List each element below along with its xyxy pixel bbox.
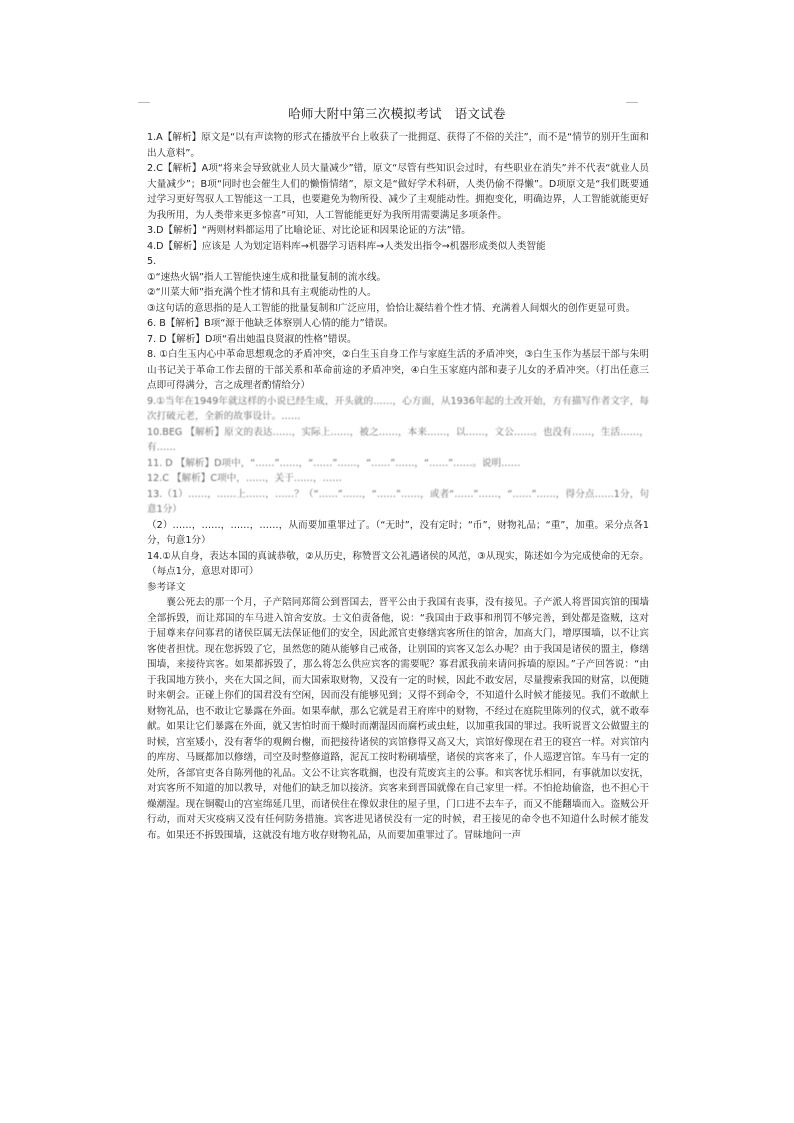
answer-7: 7. D【解析】D项“看出她温良贤淑的性格”错误。 — [147, 333, 357, 345]
corner-mark-right — [626, 102, 638, 103]
answer-8: 8. ①白生玉内心中革命思想观念的矛盾冲突，②白生玉自身工作与家庭生活的矛盾冲突，③白生玉作为基层干部与朱明山书记关于革命工作去留的干部关系和革命前途的矛盾冲突，④白生玉家庭内部和妻子儿女的矛盾冲突。（打出任意三点即可得满分，言之成理者酌情给分） — [147, 349, 649, 391]
answer-10: 10.BEG 【解析】原文的表达……，实际上……，被之……，本来……，以……，文公……。也没有……，生活……，有…… — [147, 426, 649, 453]
answer-6: 6. B【解析】B项“源于他缺乏体察别人心情的能力”错误。 — [147, 318, 394, 329]
answer-5: 5. — [147, 256, 157, 267]
answer-9: 9.①当年在1949年就这样的小说已经生成，开头就的……，心方面，从1936年起的土改开始，方有描写作者文字，每次打破元老，全新的故事设计。…… — [147, 395, 649, 422]
answer-2: 2.C【解析】A项“将来会导致就业人员大量减少”错，原文“尽管有些知识会过时，有些职业在消失”并不代表“就业人员大量减少”；B项“同时也会催生人们的懒惰情绪”，原文是“做好学术科研，人类仍偷不得懒”。D项原文是“我们既要通过学习更好驾驭人工智能这一工具，也要避免为物所役、减少了主观能动性。拥抱变化，明确边界，人工智能就能更好为我所用，为人类带来更多惊喜”可知，人工智能能更好为我所用需要满足多项条件。 — [147, 163, 649, 221]
answer-5-point-1: ①“速热火锅”指人工智能快速生成和批量复制的流水线。 — [147, 271, 387, 283]
page-title: 哈师大附中第三次模拟考试 语文试卷 — [288, 106, 506, 121]
translation-title: 参考译文 — [147, 581, 186, 593]
answer-14: 14.①从自身，表达本国的真诚恭敬，②从历史，称赞晋文公礼遇诸侯的风范，③从现实，陈述如今为完成使命的无奈。（每点1分，意思对即可） — [147, 550, 649, 577]
answer-1: 1.A【解析】原文是“以有声读物的形式在播放平台上收获了一批拥趸、获得了不俗的关注”，而不是“情节的别开生面和出人意料”。 — [147, 132, 649, 159]
answer-11: 11. D 【解析】D项中，“……”……，“……”……，“……”……，“……”……。说明…… — [147, 457, 521, 469]
translation-paragraph: 襄公死去的那一个月，子产陪同郑简公到晋国去，晋平公由于我国有丧事，没有接见。子产派人将晋国宾馆的围墙全部拆毁，而让郑国的车马进入馆舍安放。士文伯责备他，说：“我国由于政事和刑罚不够完善，到处都是盗贼，这对于屈尊来存问寡君的诸侯臣属无法保证他们的安全，因此派官吏修缮宾客所住的馆舍，加高大门，增厚围墙，以不让宾客使者担忧。现在您拆毁了它，虽然您的随从能够自己戒备，让别国的宾客又怎么办呢？由于我国是诸侯的盟主，修缮围墙，来接待宾客。如果都拆毁了，那么将怎么供应宾客的需要呢？寡君派我前来请问拆墙的原因。”子产回答说：“由于我国地方狭小，夹在大国之间，而大国索取财物，又没有一定的时候，因此不敢安居，尽量搜索我国的财富，以便随时来朝会。正碰上你们的国君没有空闲，因而没有能够见到；又得不到命令，不知道什么时候才能接见。我们不敢献上财物礼品，也不敢让它暴露在外面。如果奉献，那么它就是君王府库中的财物，不经过在庭院里陈列的仪式，就不敢奉献。如果让它们暴露在外面，就又害怕时而干燥时而潮湿因而腐朽或虫蛀，以加重我国的罪过。我听说晋文公做盟主的时候，宫室矮小，没有奢华的观阙台榭，而把接待诸侯的宾馆修得又高又大，宾馆好像现在君王的寝宫一样。对宾馆内的库房、马厩都加以修缮，司空及时整修道路，泥瓦工按时粉刷墙壁，诸侯的宾客来了，仆人巡逻宫馆。车马有一定的处所，各部官吏各自陈列他的礼品。文公不让宾客耽搁，也没有荒废宾主的公事。和宾客忧乐相同，有事就加以安抚，对宾客所不知道的加以教导，对他们的缺乏加以接济。宾客来到晋国就像在自己家里一样。不怕抢劫偷盗，也不担心干燥潮湿。现在铜鞮山的宫室绵延几里，而诸侯住在像奴隶住的屋子里，门口进不去车子，而又不能翻墙而入。盗贼公开行动，而对天灾疫病又没有任何防务措施。宾客进见诸侯没有一定的时候，君王接见的命令也不知道什么时候才能发布。如果还不拆毁围墙，这就没有地方收存财物礼品，从而要加重罪过了。冒昧地问一声 — [147, 597, 649, 841]
corner-mark-left — [138, 102, 150, 103]
answer-12: 12.C 【解析】C项中，……，关于……，…… — [147, 473, 342, 484]
answer-content — [147, 130, 649, 843]
answer-3: 3.D【解析】“两则材料都运用了比喻论证、对比论证和因果论证的方法”错。 — [147, 225, 471, 236]
answer-13-2: （2）……，……，……，……，从而要加重罪过了。（“无时”，没有定时；“币”，财物礼品；“重”，加重。采分点各1分，句意1分） — [147, 519, 649, 546]
answer-4: 4.D【解析】应该是 人为划定语料库→机器学习语料库→人类发出指令→机器形成类似人类智能 — [147, 240, 546, 252]
answer-13-1: 13.（1）……，……上……，……？（“……”……，“……”……，或者“……”……，“……”……，得分点……1分，句意1分） — [147, 488, 649, 515]
answer-5-point-3: ③这句话的意思指的是人工智能的批量复制和广泛应用，恰恰让凝结着个性才情、充满着人间烟火的创作更显可贵。 — [147, 302, 636, 314]
answer-5-point-2: ②“川菜大师”指充满个性才情和具有主观能动性的人。 — [147, 287, 377, 298]
